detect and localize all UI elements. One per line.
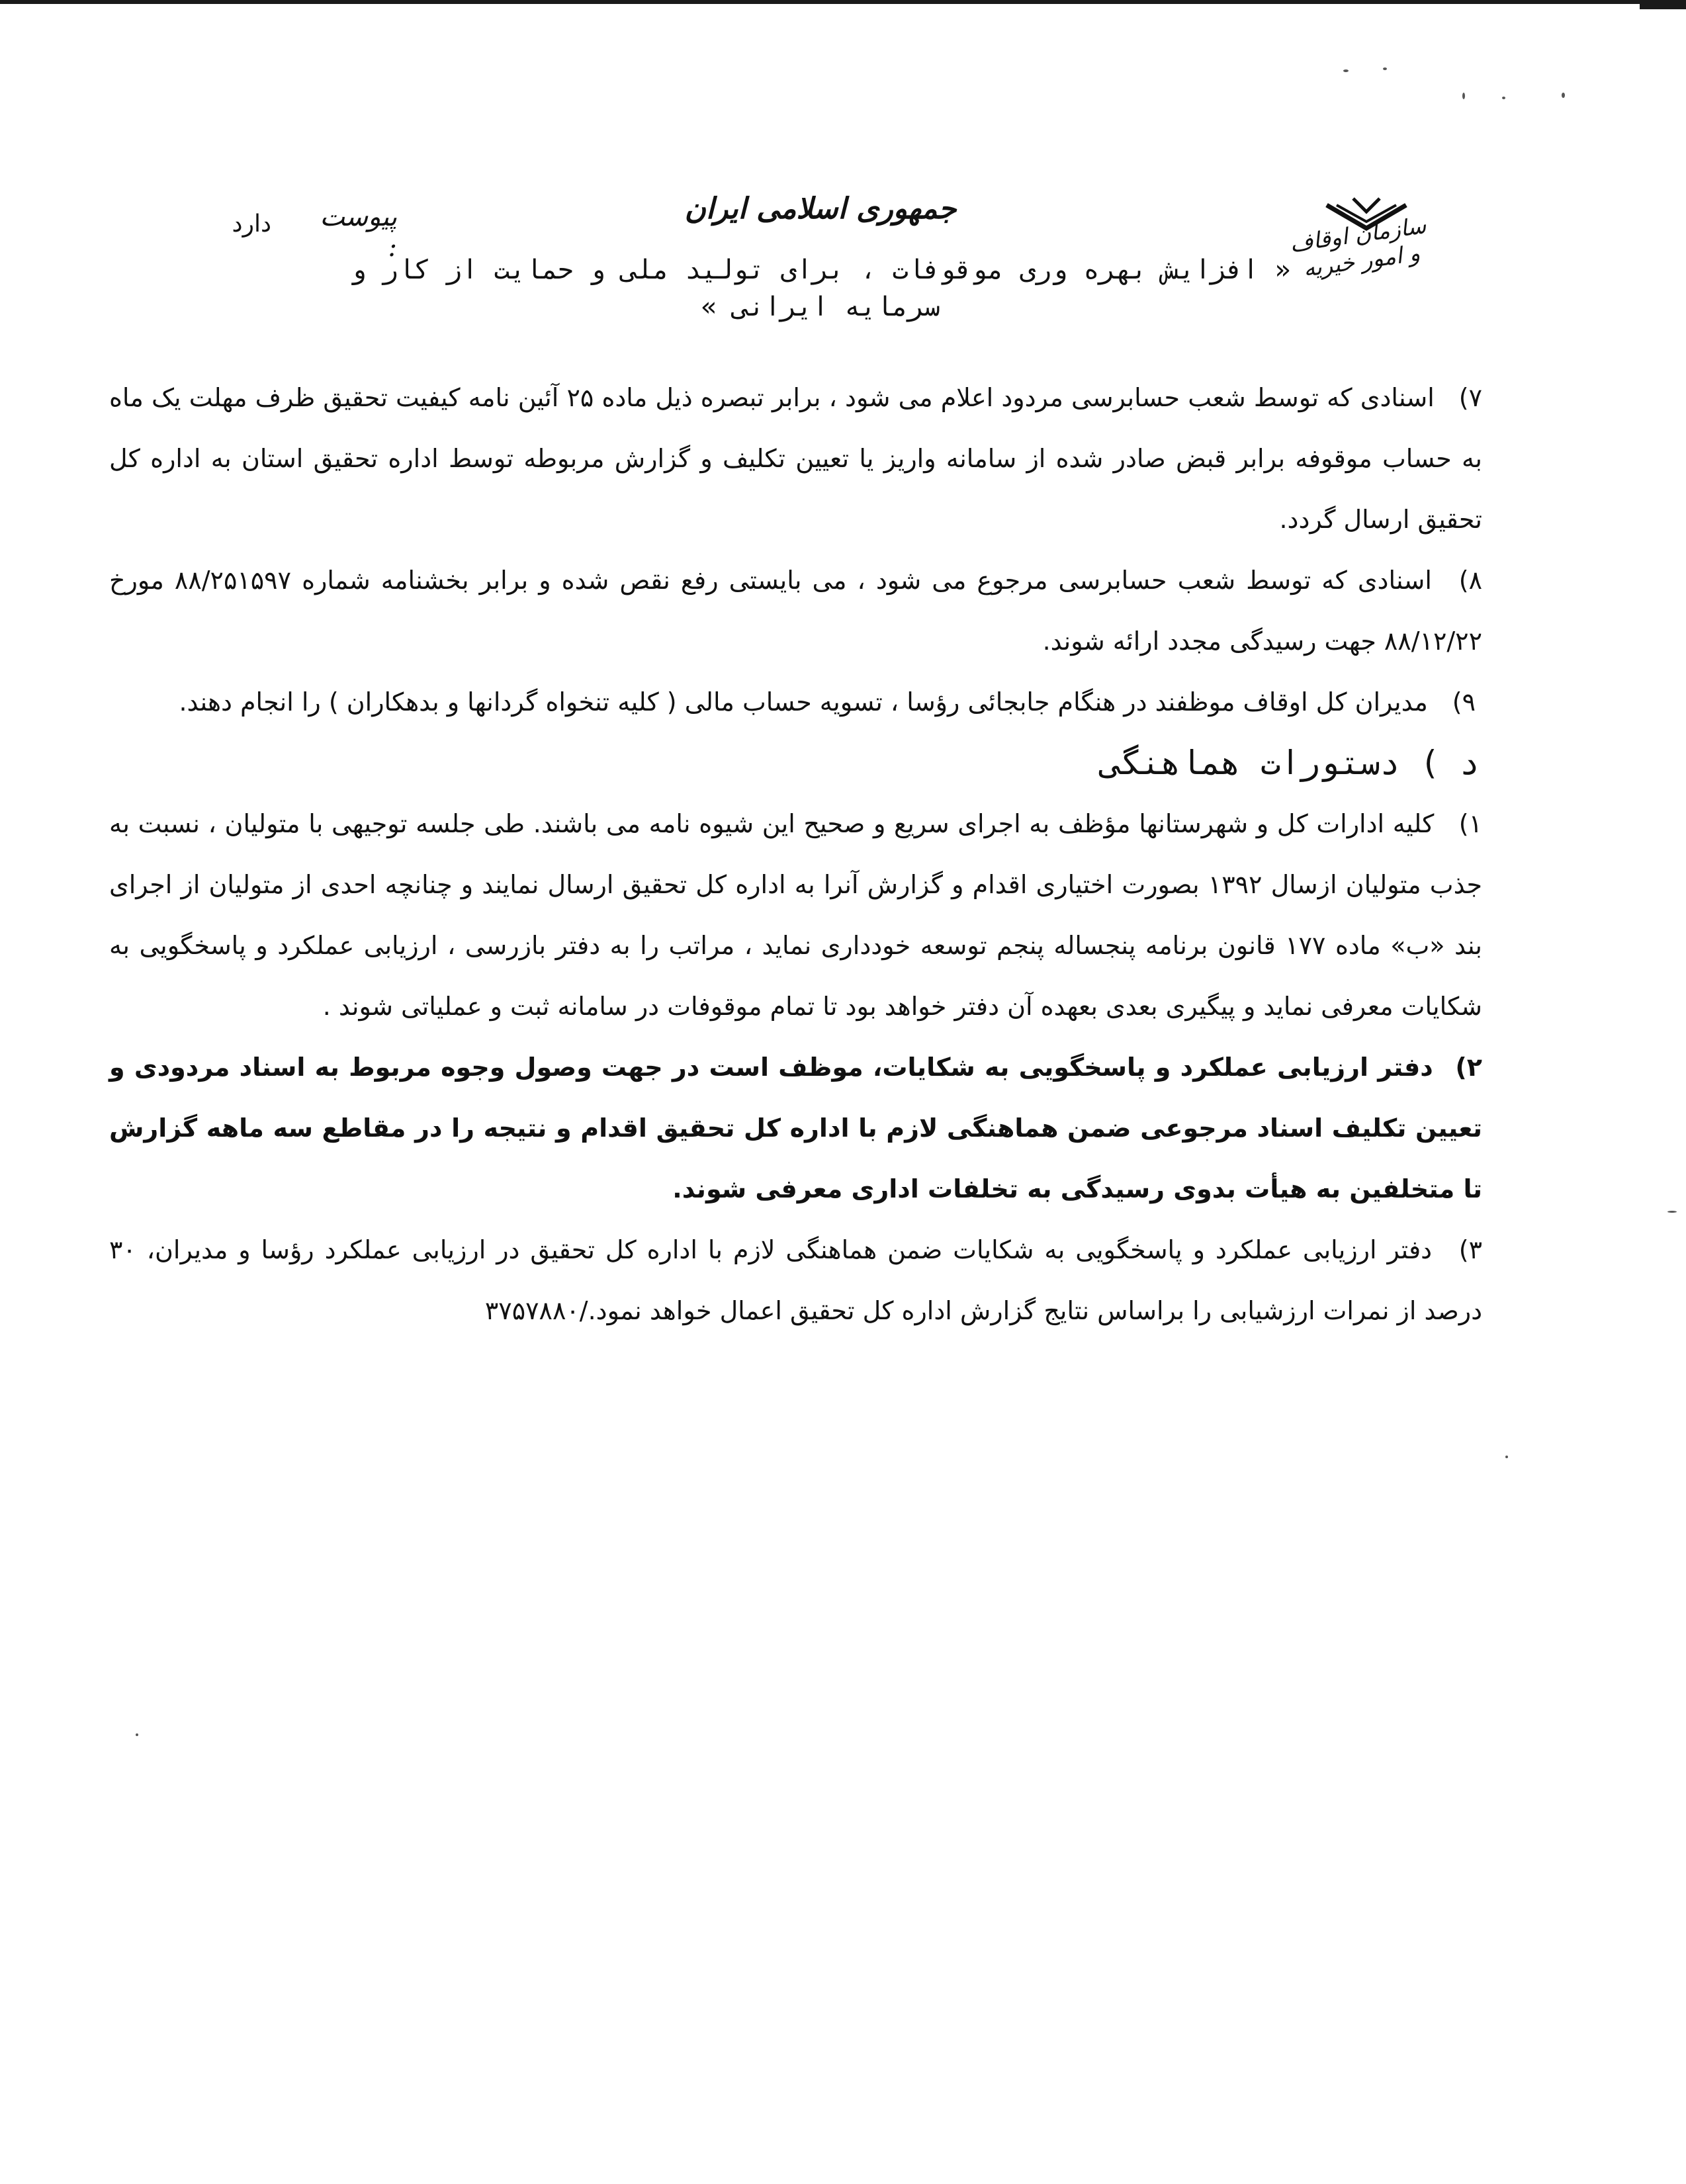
paragraph-text: اسنادی که توسط شعب حسابرسی مردود اعلام می شود ، برابر تبصره ذیل ماده ۲۵ آئین نامه کیفیت تحقیق ظرف مهلت یک ماه به حساب موقوفه برابر قبض صادر شده از سامانه واریز یا تعیین تکلیف و گزارش مربوطه توسط اداره تحقیق استان به اداره کل تحقیق ارسال گردد. [109,383,1482,534]
scan-speck [1505,1456,1508,1458]
scan-top-edge [0,0,1686,4]
scan-speck [1462,93,1465,99]
scan-speck [1562,93,1565,98]
coordination-item-3 [109,1219,1482,1341]
section-heading [109,732,1482,793]
scan-corner-mark [1640,0,1686,9]
slogan-line: « افزایش بهره وری موقوفات ، برای تولید ملی و حمایت از کار و [350,255,1291,285]
coordination-item-1 [109,793,1482,1037]
slogan-line: سرمایه ایرانی » [701,292,940,322]
document-body [109,367,1482,1341]
item-text: دفتر ارزیابی عملکرد و پاسخگویی به شکایات، موظف است در جهت وصول وجوه مربوط به اسناد مردودی و تعیین تکلیف اسناد مرجوعی ضمن هماهنگی لازم با اداره کل تحقیق اقدام و نتیجه را در مقاطع سه ماهه گزارش تا متخلفین به هیأت بدوی رسیدگی به تخلفات اداری معرفی شوند. [109,1053,1482,1203]
paragraph-number: ۷) [1458,383,1482,412]
item-text: دفتر ارزیابی عملکرد و پاسخگویی به شکایات ضمن هماهنگی لازم با اداره کل تحقیق در ارزیابی عملکرد رؤسا و مدیران، ۳۰ درصد از نمرات ارزشیابی را براساس نتایج گزارش اداره کل تحقیق اعمال خواهد نمود./۳۷۵۷۸۸۰ [109,1235,1482,1325]
paragraph-7 [109,367,1482,550]
scan-speck [1383,67,1387,70]
paragraph-number: ۸) [1458,566,1482,595]
item-number: ۱) [1458,809,1482,838]
coordination-item-2 [109,1037,1482,1219]
republic-title: جمهوری اسلامی ایران [684,192,957,226]
attachment-value: دارد [232,210,271,238]
scan-speck [1343,69,1349,72]
attachment-label: پیوست : [320,202,397,263]
scan-speck [1502,97,1505,99]
section-title: دستورات هماهنگی [1101,744,1400,782]
paragraph-8 [109,550,1482,672]
slogan [225,251,1416,326]
item-number: ۳) [1458,1235,1482,1264]
scan-speck [136,1733,138,1736]
paragraph-text: اسنادی که توسط شعب حسابرسی مرجوع می شود ، می بایستی رفع نقص شده و برابر بخشنامه شماره ۸۸/۲۵۱۵۹۷ مورخ ۸۸/۱۲/۲۲ جهت رسیدگی مجدد ارائه شوند. [109,566,1482,656]
paragraph-number: ۹) [1452,687,1476,717]
item-text: کلیه ادارات کل و شهرستانها مؤظف به اجرای سریع و صحیح این شیوه نامه می باشند. طی جلسه توجیهی با متولیان ، نسبت به جذب متولیان ازسال ۱۳۹۲ بصورت اختیاری اقدام و گزارش آنرا به اداره کل تحقیق ارسال نمایند و چنانچه احدی از متولیان از اجرای بند «ب» ماده ۱۷۷ قانون برنامه پنجساله پنجم توسعه خودداری نماید ، مراتب را به دفتر بازرسی ، ارزیابی عملکرد و پاسخگویی به شکایات معرفی نماید و پیگیری بعدی بعهده آن دفتر خواهد بود تا تمام موقوفات در سامانه ثبت و عملیاتی شوند . [109,809,1483,1021]
organization-name: سازمان اوقاف و امور خیریه [1288,212,1428,283]
scan-speck [1667,1211,1677,1213]
paragraph-text: مدیران کل اوقاف موظفند در هنگام جابجائی رؤسا ، تسویه حساب مالی ( کلیه تنخواه گردانها و بدهکاران ) را انجام دهند. [179,687,1428,717]
item-number: ۲) [1455,1053,1482,1082]
section-label: د ) [1419,744,1480,782]
paragraph-9 [109,672,1482,732]
